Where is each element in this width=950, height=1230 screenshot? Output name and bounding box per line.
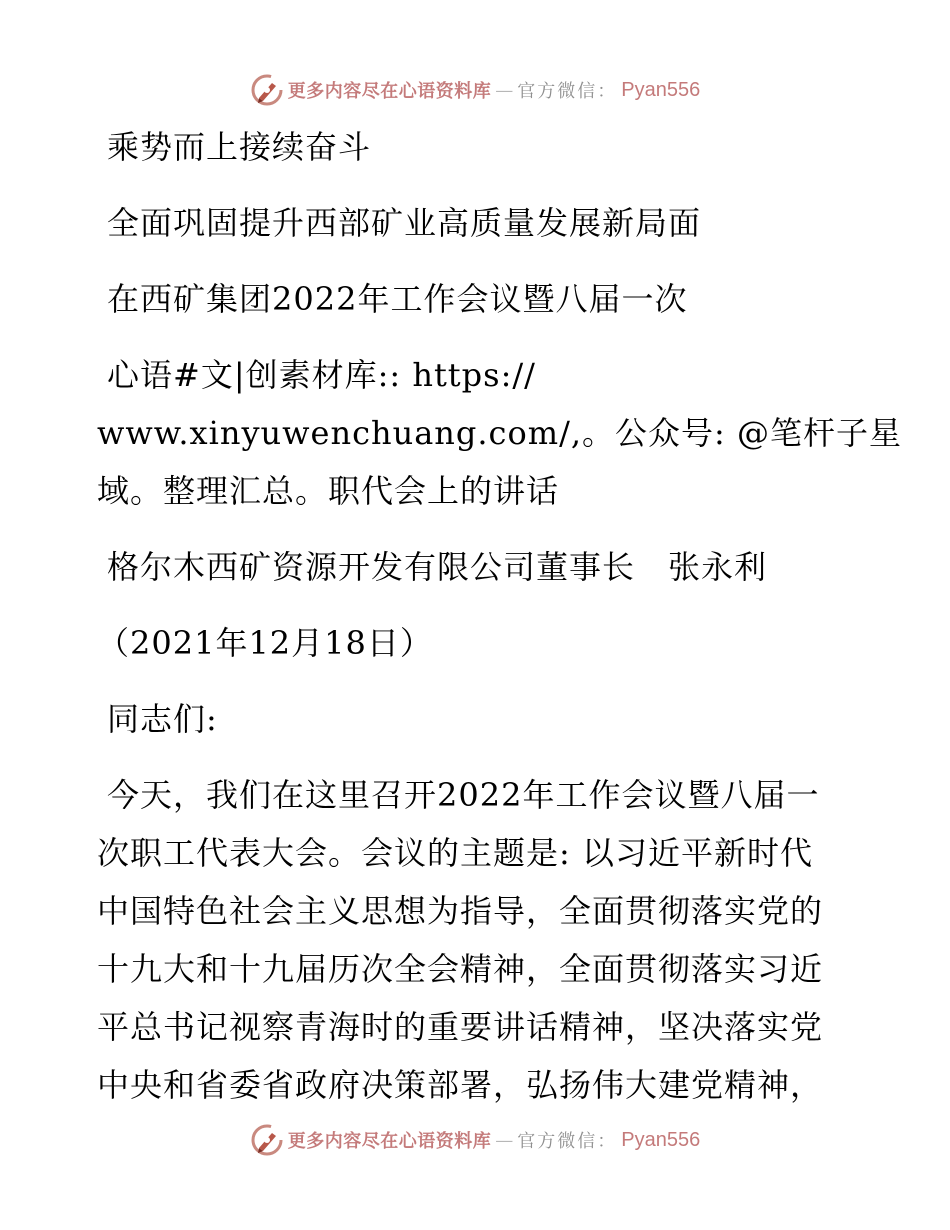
date-line: （2021年12月18日） xyxy=(97,624,433,662)
header-banner xyxy=(0,70,950,110)
banner-text: 更多内容尽在心语资料库 xyxy=(287,1131,492,1152)
pen-logo-icon xyxy=(250,1123,284,1157)
footer-banner xyxy=(0,1120,950,1160)
document-body xyxy=(97,118,902,1114)
watermark-line-1: 心语#文|创素材库:: https:// xyxy=(107,356,536,394)
pen-logo-icon xyxy=(250,73,284,107)
document-title-line-1: 乘势而上接续奋斗 xyxy=(107,128,372,166)
speaker-line: 格尔木西矿资源开发有限公司董事长 张永利 xyxy=(107,548,768,586)
watermark-line-2: www.xinyuwenchuang.com/,。公众号: @笔杆子星 xyxy=(97,414,902,452)
banner-wechat-label: 官方微信： xyxy=(517,81,618,102)
body-line: 中国特色社会主义思想为指导，全面贯彻落实党的 xyxy=(97,892,824,930)
banner-wechat-label: 官方微信： xyxy=(517,1131,618,1152)
banner-text: 更多内容尽在心语资料库 xyxy=(287,81,492,102)
body-line: 平总书记视察青海时的重要讲话精神，坚决落实党 xyxy=(97,1008,824,1046)
document-title-line-3: 在西矿集团2022年工作会议暨八届一次 xyxy=(107,280,688,318)
document-title-line-2: 全面巩固提升西部矿业高质量发展新局面 xyxy=(107,204,702,242)
body-line: 十九大和十九届历次全会精神，全面贯彻落实习近 xyxy=(97,950,824,988)
body-line: 次职工代表大会。会议的主题是: 以习近平新时代 xyxy=(97,834,813,872)
banner-wechat-id: Pyan556 xyxy=(621,78,701,101)
body-line: 中央和省委省政府决策部署，弘扬伟大建党精神， xyxy=(97,1066,824,1104)
footer-banner-content xyxy=(250,1123,700,1157)
header-banner-content xyxy=(250,73,700,107)
banner-separator: — xyxy=(495,79,514,101)
banner-separator: — xyxy=(495,1129,514,1151)
banner-wechat-id: Pyan556 xyxy=(621,1128,701,1151)
salutation: 同志们: xyxy=(107,700,218,738)
watermark-line-3: 域。整理汇总。职代会上的讲话 xyxy=(97,472,560,510)
body-line: 今天，我们在这里召开2022年工作会议暨八届一 xyxy=(107,776,820,814)
